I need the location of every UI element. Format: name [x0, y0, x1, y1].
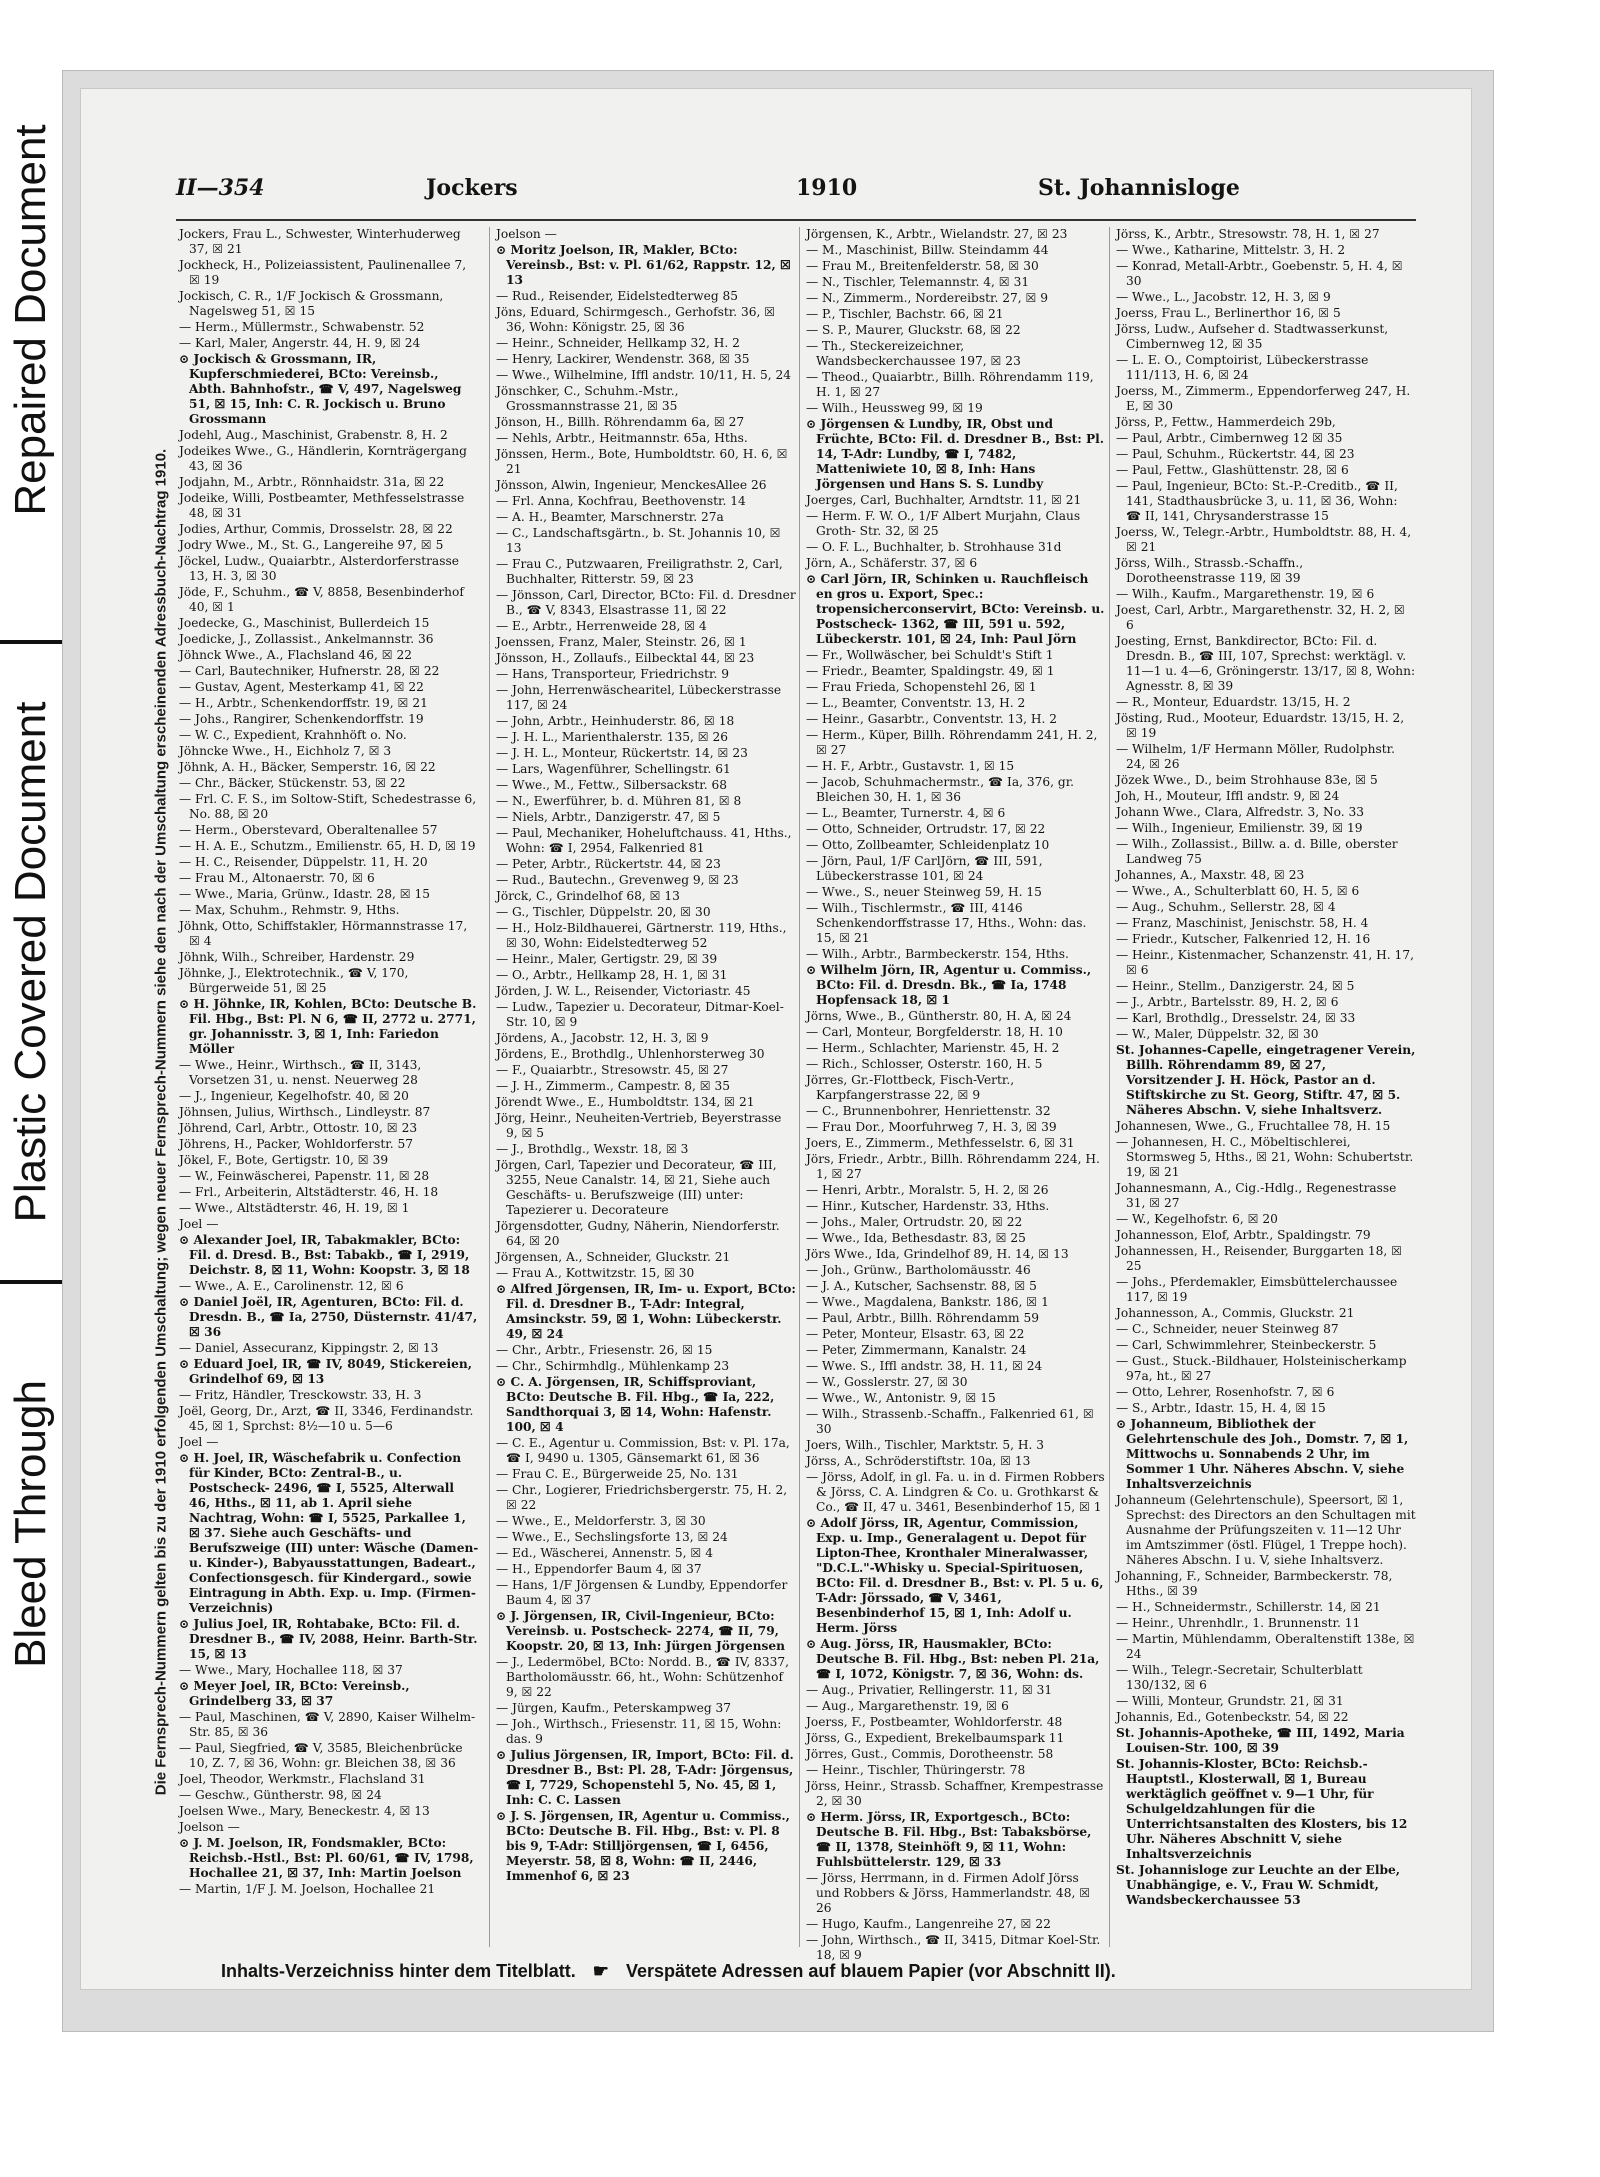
directory-entry: — Wwe., M., Fettw., Silbersackstr. 68 [496, 778, 727, 792]
directory-entry: — O. F. L., Buchhalter, b. Strohhause 31d [806, 540, 1062, 554]
directory-entry: — Wwe., Wilhelmine, Iffl andstr. 10/11, H. 5, 24 [496, 368, 791, 382]
directory-entry: Johannes, A., Maxstr. 48, ☒ 23 [1116, 868, 1305, 882]
directory-entry: — Heinr., Uhrenhdlr., 1. Brunnenstr. 11 [1116, 1616, 1361, 1630]
directory-entry: — Wilh., Arbtr., Barmbeckerstr. 154, Hths. [806, 947, 1069, 961]
directory-entry: ⊙ Meyer Joel, IR, BCto: Vereinsb., Grindelberg 33, ☒ 37 [179, 1679, 410, 1708]
directory-entry: Joerges, Carl, Buchhalter, Arndtstr. 11, ☒ 21 [806, 493, 1082, 507]
directory-entry: Jöhnk, Otto, Schiffstakler, Hörmannstrasse 17, ☒ 4 [179, 919, 468, 948]
directory-entry: — Wilh., Heussweg 99, ☒ 19 [806, 401, 983, 415]
directory-entry: Jörck, C., Grindelhof 68, ☒ 13 [496, 889, 680, 903]
directory-entry: — Aug., Margarethenstr. 19, ☒ 6 [806, 1699, 1009, 1713]
directory-entry: Johannesson, Elof, Arbtr., Spaldingstr. 79 [1116, 1228, 1371, 1242]
directory-entry: — Gust., Stuck.-Bildhauer, Holsteinischerkamp 97a, ht., ☒ 27 [1116, 1354, 1407, 1383]
directory-entry: St. Johannis-Kloster, BCto: Reichsb.-Hauptstl., Klosterwall, ☒ 1, Bureau werktäglich geöffnet v. 9—1 Uhr, für Schulgeldzahlungen für die Unterrichtsanstalten des Klosters, bis 12 Uhr. Näheres Abschnitt V, siehe Inhaltsverzeichnis [1116, 1757, 1408, 1861]
directory-entry: ⊙ Jörgensen & Lundby, IR, Obst und Früchte, BCto: Fil. d. Dresdner B., Bst: Pl. 14, T-Adr: Lundby, ☎ I, 7482, Matteniwiete 10, ☒ 8, Inh: Hans Jörgensen und Hans S. S. Lundby [806, 417, 1105, 491]
directory-entry: — Martin, 1/F J. M. Joelson, Hochallee 21 [179, 1882, 436, 1896]
directory-entry: — W., Maler, Düppelstr. 32, ☒ 30 [1116, 1027, 1319, 1041]
directory-entry: Jörres, Gust., Commis, Dorotheenstr. 58 [806, 1747, 1054, 1761]
directory-entry: — J. H., Zimmerm., Campestr. 8, ☒ 35 [496, 1079, 731, 1093]
directory-entry: — J. H. L., Marienthalerstr. 135, ☒ 26 [496, 730, 729, 744]
directory-entry: — H. A. E., Schutzm., Emilienstr. 65, H. D, ☒ 19 [179, 839, 476, 853]
directory-entry: — Franz, Maschinist, Jenischstr. 58, H. 4 [1116, 916, 1369, 930]
directory-entry: — Fr., Wollwäscher, bei Schuldt's Stift 1 [806, 648, 1054, 662]
directory-entry: St. Johannisloge zur Leuchte an der Elbe, Unabhängige, e. V., Frau W. Schmidt, Wandsbeckerchaussee 53 [1116, 1863, 1400, 1907]
directory-page [81, 89, 1471, 1989]
directory-entry: — Henry, Lackirer, Wendenstr. 368, ☒ 35 [496, 352, 750, 366]
directory-entry: — C., Brunnenbohrer, Henriettenstr. 32 [806, 1104, 1051, 1118]
directory-entry: — Paul, Arbtr., Billh. Röhrendamm 59 [806, 1311, 1039, 1325]
directory-entry: — Jörss, Herrmann, in d. Firmen Adolf Jörss und Robbers & Jörss, Hammerlandstr. 48, ☒ 26 [806, 1871, 1091, 1915]
directory-entry: Jöhncke Wwe., H., Eichholz 7, ☒ 3 [179, 744, 392, 758]
directory-entry: — Wwe., E., Sechslingsforte 13, ☒ 24 [496, 1530, 728, 1544]
directory-entry: ⊙ J. M. Joelson, IR, Fondsmakler, BCto: Reichsb.-Hstl., Bst: Pl. 60/61, ☎ IV, 1798, Hochallee 21, ☒ 37, Inh: Martin Joelson [179, 1836, 474, 1880]
directory-entry: — John, Arbtr., Heinhuderstr. 86, ☒ 18 [496, 714, 735, 728]
directory-entry: — Paul, Fettw., Glashüttenstr. 28, ☒ 6 [1116, 463, 1349, 477]
directory-entry: — Joh., Wirthsch., Friesenstr. 11, ☒ 15, Wohn: das. 9 [496, 1717, 782, 1746]
directory-entry: Jörs Wwe., Ida, Grindelhof 89, H. 14, ☒ 13 [806, 1247, 1069, 1261]
directory-entry: — S. P., Maurer, Gluckstr. 68, ☒ 22 [806, 323, 1021, 337]
directory-entry: Jöhnke, J., Elektrotechnik., ☎ V, 170, Bürgerweide 51, ☒ 25 [179, 966, 409, 995]
directory-entry: — Wwe., Magdalena, Bankstr. 186, ☒ 1 [806, 1295, 1049, 1309]
directory-entry: Jönssen, Herm., Bote, Humboldtstr. 60, H. 6, ☒ 21 [496, 447, 788, 476]
directory-entry: — W., Gosslerstr. 27, ☒ 30 [806, 1375, 968, 1389]
directory-entry: Jöns, Eduard, Schirmgesch., Gerhofstr. 36, ☒ 36, Wohn: Königstr. 25, ☒ 36 [496, 305, 776, 334]
directory-entry: Jönschker, C., Schuhm.-Mstr., Grossmannstrasse 21, ☒ 35 [496, 384, 679, 413]
directory-entry: Jörden, J. W. L., Reisender, Victoriastr. 45 [496, 984, 751, 998]
directory-entry: — H., Schneidermstr., Schillerstr. 14, ☒ 21 [1116, 1600, 1381, 1614]
directory-entry: Jörs, Friedr., Arbtr., Billh. Röhrendamm 224, H. 1, ☒ 27 [806, 1152, 1100, 1181]
directory-entry: — Hugo, Kaufm., Langenreihe 27, ☒ 22 [806, 1917, 1051, 1931]
directory-entry: Jörns, Wwe., B., Güntherstr. 80, H. A, ☒ 24 [806, 1009, 1072, 1023]
directory-entry: — Heinr., Stellm., Danzigerstr. 24, ☒ 5 [1116, 979, 1355, 993]
directory-entry: — Wwe., Mary, Hochallee 118, ☒ 37 [179, 1663, 403, 1677]
directory-entry: ⊙ C. A. Jörgensen, IR, Schiffsproviant, BCto: Deutsche B. Fil. Hbg., ☎ Ia, 222, Sandthorquai 3, ☒ 14, Wohn: Hafenstr. 100, ☒ 4 [496, 1375, 775, 1434]
directory-entry: — H., Eppendorfer Baum 4, ☒ 37 [496, 1562, 702, 1576]
directory-entry: — Wilh., Ingenieur, Emilienstr. 39, ☒ 19 [1116, 821, 1363, 835]
directory-entry: ⊙ Herm. Jörss, IR, Exportgesch., BCto: Deutsche B. Fil. Hbg., Bst: Tabaksbörse, ☎ II, 1378, Steinhöft 9, ☒ 11, Wohn: Fuhlsbüttelerstr. 129, ☒ 33 [806, 1810, 1092, 1869]
directory-entry: — Heinr., Gasarbtr., Conventstr. 13, H. 2 [806, 712, 1058, 726]
directory-entry: Jörgensen, K., Arbtr., Wielandstr. 27, ☒ 23 [806, 227, 1068, 241]
directory-entry: Joerss, M., Zimmerm., Eppendorferweg 247, H. E, ☒ 30 [1116, 384, 1411, 413]
directory-entry: ⊙ J. Jörgensen, IR, Civil-Ingenieur, BCto: Vereinsb. u. Postscheck- 2274, ☎ II, 79, Koopstr. 20, ☒ 13, Inh: Jürgen Jörgensen [496, 1609, 785, 1653]
directory-entry: St. Johannis-Apotheke, ☎ III, 1492, Maria Louisen-Str. 100, ☒ 39 [1116, 1726, 1405, 1755]
directory-entry: Johanning, F., Schneider, Barmbeckerstr. 78, Hths., ☒ 39 [1116, 1569, 1393, 1598]
directory-entry: — Frau M., Altonaerstr. 70, ☒ 6 [179, 871, 375, 885]
directory-entry: Johannessen, H., Reisender, Burggarten 18, ☒ 25 [1116, 1244, 1403, 1273]
directory-entry: — Johs., Maler, Ortrudstr. 20, ☒ 22 [806, 1215, 1023, 1229]
directory-entry: Jörss, A., Schröderstiftstr. 10a, ☒ 13 [806, 1454, 1031, 1468]
directory-entry: — Herm. F. W. O., 1/F Albert Murjahn, Claus Groth- Str. 32, ☒ 25 [806, 509, 1081, 538]
directory-entry: Joelson — [496, 227, 557, 241]
directory-entry: Jörn, A., Schäferstr. 37, ☒ 6 [806, 556, 978, 570]
directory-entry: Joël, Georg, Dr., Arzt, ☎ II, 3346, Ferdinandstr. 45, ☒ 1, Sprchst: 8½—10 u. 5—6 [179, 1404, 474, 1433]
directory-entry: Jönsson, Alwin, Ingenieur, MenckesAllee 26 [496, 478, 767, 492]
edge-label-plastic: Plastic Covered Document [0, 644, 62, 1280]
directory-entry: — Heinr., Schneider, Hellkamp 32, H. 2 [496, 336, 740, 350]
directory-entry: Jörgen, Carl, Tapezier und Decorateur, ☎ III, 3255, Neue Canalstr. 14, ☒ 21, Siehe auch Geschäfts- u. Berufszweige (III) unter: Tapezierer u. Decorateure [496, 1158, 777, 1217]
directory-entry: Jodjahn, M., Arbtr., Rönnhaidstr. 31a, ☒ 22 [179, 475, 445, 489]
directory-entry: — H., Holz-Bildhauerei, Gärtnerstr. 119, Hths., ☒ 30, Wohn: Eidelstedterweg 52 [496, 921, 787, 950]
directory-entry: Jökel, F., Bote, Gertigstr. 10, ☒ 39 [179, 1153, 389, 1167]
directory-entry: Johannesmann, A., Cig.-Hdlg., Regenestrasse 31, ☒ 27 [1116, 1181, 1397, 1210]
directory-entry: — Geschw., Güntherstr. 98, ☒ 24 [179, 1788, 382, 1802]
directory-entry: Jodry Wwe., M., St. G., Langereihe 97, ☒ 5 [179, 538, 444, 552]
directory-entry: — Frau A., Kottwitzstr. 15, ☒ 30 [496, 1266, 695, 1280]
directory-entry: Jörg, Heinr., Neuheiten-Vertrieb, Beyerstrasse 9, ☒ 5 [496, 1111, 782, 1140]
directory-entry: ⊙ H. Jöhnke, IR, Kohlen, BCto: Deutsche B. Fil. Hbg., Bst: Pl. N 6, ☎ II, 2772 u. 2771, gr. Johannisstr. 3, ☒ 1, Inh: Fariedon Möller [179, 997, 477, 1056]
directory-entry: — Frau C. E., Bürgerweide 25, No. 131 [496, 1467, 739, 1481]
directory-entry: Jöhnsen, Julius, Wirthsch., Lindleystr. 87 [179, 1105, 431, 1119]
directory-entry: — W., Feinwäscherei, Papenstr. 11, ☒ 28 [179, 1169, 430, 1183]
directory-entry: — Wilh., Zollassist., Billw. a. d. Bille, oberster Landweg 75 [1116, 837, 1398, 866]
directory-entry: — Karl, Maler, Angerstr. 44, H. 9, ☒ 24 [179, 336, 421, 350]
directory-entry: — N., Ewerführer, b. d. Mühren 81, ☒ 8 [496, 794, 742, 808]
column-2 [489, 227, 796, 1947]
directory-entry: — Frau Dor., Moorfuhrweg 7, H. 3, ☒ 39 [806, 1120, 1057, 1134]
directory-entry: — R., Monteur, Eduardstr. 13/15, H. 2 [1116, 695, 1351, 709]
directory-entry: — Rich., Schlosser, Osterstr. 160, H. 5 [806, 1057, 1043, 1071]
directory-entry: Joesting, Ernst, Bankdirector, BCto: Fil. d. Dresdn. B., ☎ III, 107, Sprechst: werktägl. v. 11—1 u. 4—6, Gröningerstr. 13/17, ☒ 8, Wohn: Agnesstr. 8, ☒ 39 [1116, 634, 1416, 693]
directory-entry: Jodehl, Aug., Maschinist, Grabenstr. 8, H. 2 [179, 428, 448, 442]
directory-entry: Jörres, Gr.-Flottbeck, Fisch-Vertr., Karpfangerstrasse 22, ☒ 9 [806, 1073, 1015, 1102]
directory-entry: — O., Arbtr., Hellkamp 28, H. 1, ☒ 31 [496, 968, 728, 982]
directory-entry: Jörss, K., Arbtr., Stresowstr. 78, H. 1, ☒ 27 [1116, 227, 1380, 241]
directory-entry: — H. F., Arbtr., Gustavstr. 1, ☒ 15 [806, 759, 1015, 773]
directory-entry: — Wilh., Telegr.-Secretair, Schulterblatt 130/132, ☒ 6 [1116, 1663, 1363, 1692]
directory-entry: Joelson — [179, 1820, 240, 1834]
directory-entry: Jörss, Ludw., Aufseher d. Stadtwasserkunst, Cimbernweg 12, ☒ 35 [1116, 322, 1389, 351]
directory-entry: — Chr., Bäcker, Stückenstr. 53, ☒ 22 [179, 776, 406, 790]
directory-entry: Joerss, Frau L., Berlinerthor 16, ☒ 5 [1116, 306, 1341, 320]
directory-entry: — Herm., Oberstevard, Oberaltenallee 57 [179, 823, 438, 837]
directory-entry: Jörss, G., Expedient, Brekelbaumspark 11 [806, 1731, 1065, 1745]
column-1 [179, 227, 479, 1947]
directory-entry: ⊙ Jockisch & Grossmann, IR, Kupferschmiederei, BCto: Vereinsb., Abth. Bahnhofstr., ☎ V, 497, Nagelsweg 51, ☒ 15, Inh: C. R. Jockisch u. Bruno Grossmann [179, 352, 462, 426]
directory-entry: Joel — [179, 1217, 219, 1231]
directory-entry: — Wwe., Katharine, Mittelstr. 3, H. 2 [1116, 243, 1346, 257]
directory-entry: Joh, H., Mouteur, Iffl andstr. 9, ☒ 24 [1116, 789, 1340, 803]
directory-entry: — Frl. Anna, Kochfrau, Beethovenstr. 14 [496, 494, 746, 508]
column-4 [1109, 227, 1416, 1947]
directory-entry: ⊙ Alexander Joel, IR, Tabakmakler, BCto: Fil. d. Dresd. B., Bst: Tabakb., ☎ I, 2919, Deichstr. 8, ☒ 11, Wohn: Koopstr. 3, ☒ 18 [179, 1233, 470, 1277]
directory-entry: — L., Beamter, Conventstr. 13, H. 2 [806, 696, 1026, 710]
directory-entry: — J. H. L., Monteur, Rückertstr. 14, ☒ 23 [496, 746, 748, 760]
directory-entry: Jöhnk, Wilh., Schreiber, Hardenstr. 29 [179, 950, 415, 964]
directory-entry: — Konrad, Metall-Arbtr., Goebenstr. 5, H. 4, ☒ 30 [1116, 259, 1403, 288]
directory-entry: — J., Arbtr., Bartelsstr. 89, H. 2, ☒ 6 [1116, 995, 1339, 1009]
directory-entry: Joenssen, Franz, Maler, Steinstr. 26, ☒ 1 [496, 635, 747, 649]
directory-entry: Jockers, Frau L., Schwester, Winterhuderweg 37, ☒ 21 [179, 227, 461, 256]
directory-entry: — Max, Schuhm., Rehmstr. 9, Hths. [179, 903, 400, 917]
directory-columns [179, 227, 1419, 1962]
directory-entry: — Herm., Küper, Billh. Röhrendamm 241, H. 2, ☒ 27 [806, 728, 1098, 757]
directory-entry: — Johannesen, H. C., Möbeltischlerei, Stormsweg 5, Hths., ☒ 21, Wohn: Schubertstr. 19, ☒ 21 [1116, 1135, 1414, 1179]
directory-entry: — Theod., Quaiarbtr., Billh. Röhrendamm 119, H. 1, ☒ 27 [806, 370, 1094, 399]
directory-entry: ⊙ Wilhelm Jörn, IR, Agentur u. Commiss., BCto: Fil. d. Dresdn. Bk., ☎ Ia, 1748 Hopfensack 18, ☒ 1 [806, 963, 1092, 1007]
directory-entry: — Peter, Monteur, Elsastr. 63, ☒ 22 [806, 1327, 1025, 1341]
directory-entry: — Wilhelm, 1/F Hermann Möller, Rudolphstr. 24, ☒ 26 [1116, 742, 1395, 771]
directory-entry: — Otto, Schneider, Ortrudstr. 17, ☒ 22 [806, 822, 1046, 836]
directory-entry: ⊙ Johanneum, Bibliothek der Gelehrtenschule des Joh., Domstr. 7, ☒ 1, Mittwochs u. Sonnabends 2 Uhr, im Sommer 1 Uhr. Näheres Abschn. V, siehe Inhaltsverzeichnis [1116, 1417, 1409, 1491]
directory-entry: Jockheck, H., Polizeiassistent, Paulinenallee 7, ☒ 19 [179, 258, 467, 287]
directory-entry: — Gustav, Agent, Mesterkamp 41, ☒ 22 [179, 680, 424, 694]
directory-entry: — F., Quaiarbtr., Stresowstr. 45, ☒ 27 [496, 1063, 729, 1077]
directory-entry: — Carl, Bautechniker, Hufnerstr. 28, ☒ 22 [179, 664, 440, 678]
footer-late-note: Verspätete Adressen auf blauem Papier (vor Abschnitt II). [625, 1961, 1116, 1981]
footer-index-note: Inhalts-Verzeichniss hinter dem Titelblatt. [221, 1961, 576, 1981]
directory-entry: — Paul, Siegfried, ☎ V, 3585, Bleichenbrücke 10, Z. 7, ☒ 36, Wohn: gr. Bleichen 38, ☒ 36 [179, 1741, 463, 1770]
directory-entry: — Wilh., Tischlermstr., ☎ III, 4146 Schenkendorffstrasse 17, Hths., Wohn: das. 15, ☒ 21 [806, 901, 1087, 945]
directory-entry: — Wwe., A., Schulterblatt 60, H. 5, ☒ 6 [1116, 884, 1360, 898]
directory-entry: Jodies, Arthur, Commis, Drosselstr. 28, ☒ 22 [179, 522, 453, 536]
directory-entry: — W. C., Expedient, Krahnhöft o. No. [179, 728, 407, 742]
directory-entry: — M., Maschinist, Billw. Steindamm 44 [806, 243, 1049, 257]
directory-entry: — Frau Frieda, Schopenstehl 26, ☒ 1 [806, 680, 1037, 694]
directory-entry: — Wwe., L., Jacobstr. 12, H. 3, ☒ 9 [1116, 290, 1331, 304]
directory-entry: — Wwe., S., neuer Steinweg 59, H. 15 [806, 885, 1042, 899]
directory-entry: ⊙ Adolf Jörss, IR, Agentur, Commission, Exp. u. Imp., Generalagent u. Depot für Lipton-Thee, Kronthaler Mineralwasser, "D.C.L."-Whisky u. Special-Spirituosen, BCto: Fil. d. Dresdner B., Bst: v. Pl. 5 u. 6, T-Adr: Jörssado, ☎ V, 3461, Besenbinderhof 15, ☒ 1, Inh: Adolf u. Herm. Jörss [806, 1516, 1104, 1635]
directory-entry: — Frl., Arbeiterin, Altstädterstr. 46, H. 18 [179, 1185, 439, 1199]
directory-entry: — Friedr., Beamter, Spaldingstr. 49, ☒ 1 [806, 664, 1055, 678]
directory-entry: — Hans, Transporteur, Friedrichstr. 9 [496, 667, 730, 681]
directory-entry: Joel — [179, 1435, 219, 1449]
directory-entry: — Frau M., Breitenfelderstr. 58, ☒ 30 [806, 259, 1039, 273]
directory-entry: Joelsen Wwe., Mary, Beneckestr. 4, ☒ 13 [179, 1804, 430, 1818]
directory-entry: — Joh., Grünw., Bartholomäusstr. 46 [806, 1263, 1031, 1277]
directory-entry: — Wwe., Ida, Bethesdastr. 83, ☒ 25 [806, 1231, 1026, 1245]
directory-entry: — Rud., Bautechn., Grevenweg 9, ☒ 23 [496, 873, 739, 887]
directory-entry: — S., Arbtr., Idastr. 15, H. 4, ☒ 15 [1116, 1401, 1326, 1415]
directory-entry: — Hans, 1/F Jörgensen & Lundby, Eppendorfer Baum 4, ☒ 37 [496, 1578, 788, 1607]
directory-entry: — Paul, Maschinen, ☎ V, 2890, Kaiser Wilhelm-Str. 85, ☒ 36 [179, 1710, 476, 1739]
directory-entry: — Niels, Arbtr., Danzigerstr. 47, ☒ 5 [496, 810, 721, 824]
directory-entry: Johannesson, A., Commis, Gluckstr. 21 [1116, 1306, 1355, 1320]
directory-entry: — Heinr., Tischler, Thüringerstr. 78 [806, 1763, 1026, 1777]
directory-entry: — Hinr., Kutscher, Hardenstr. 33, Hths. [806, 1199, 1050, 1213]
directory-entry: Joel, Theodor, Werkmstr., Flachsland 31 [179, 1772, 426, 1786]
directory-entry: — Nehls, Arbtr., Heitmannstr. 65a, Hths. [496, 431, 748, 445]
directory-entry: Jörendt Wwe., E., Humboldtstr. 134, ☒ 21 [496, 1095, 755, 1109]
page-number: II—354 [176, 175, 265, 201]
directory-entry: Jöhnck Wwe., A., Flachsland 46, ☒ 22 [179, 648, 413, 662]
directory-entry: — Fritz, Händler, Tresckowstr. 33, H. 3 [179, 1388, 422, 1402]
directory-entry: — W., Kegelhofstr. 6, ☒ 20 [1116, 1212, 1278, 1226]
side-note: Die Fernsprech-Nummern gelten bis zu der 1910 erfolgenden Umschaltung; wegen neuer Fernsprech-Nummern siehe den nach der Umschaltung erscheinenden Adressbuch-Nachtrag 1910. [152, 448, 170, 1796]
directory-entry: Jodeike, Willi, Postbeamter, Methfesselstrasse 48, ☒ 31 [179, 491, 465, 520]
directory-entry: — John, Herrenwäschearitel, Lübeckerstrasse 117, ☒ 24 [496, 683, 782, 712]
directory-entry: ⊙ Eduard Joel, IR, ☎ IV, 8049, Stickereien, Grindelhof 69, ☒ 13 [179, 1357, 472, 1386]
directory-entry: — Chr., Arbtr., Friesenstr. 26, ☒ 15 [496, 1343, 713, 1357]
directory-entry: — J., Ledermöbel, BCto: Nordd. B., ☎ IV, 8337, Bartholomäusstr. 66, ht., Wohn: Schützenhof 9, ☒ 22 [496, 1655, 789, 1699]
directory-entry: ⊙ J. S. Jörgensen, IR, Agentur u. Commiss., BCto: Deutsche B. Fil. Hbg., Bst: v. Pl. 8 bis 9, T-Adr: Stilljörgensen, ☎ I, 6456, Meyerstr. 58, ☒ 8, Wohn: ☎ II, 2446, Immenhof 6, ☒ 23 [496, 1809, 790, 1883]
directory-entry: Jördens, A., Jacobstr. 12, H. 3, ☒ 9 [496, 1031, 709, 1045]
directory-entry: ⊙ Aug. Jörss, IR, Hausmakler, BCto: Deutsche B. Fil. Hbg., Bst: neben Pl. 21a, ☎ I, 1072, Königstr. 7, ☒ 36, Wohn: ds. [806, 1637, 1100, 1681]
directory-entry: St. Johannes-Capelle, eingetragener Verein, Billh. Röhrendamm 89, ☒ 27, Vorsitzender J. H. Höck, Pastor an d. Stiftskirche zu St. Georg, Stiftr. 47, ☒ 5. Näheres Abschn. V, siehe Inhaltsverz. [1116, 1043, 1416, 1117]
directory-entry: Jörss, Wilh., Strassb.-Schaffn., Dorotheenstrasse 119, ☒ 39 [1116, 556, 1304, 585]
directory-entry: — Johs., Rangirer, Schenkendorffstr. 19 [179, 712, 424, 726]
directory-entry: — J. A., Kutscher, Sachsenstr. 88, ☒ 5 [806, 1279, 1037, 1293]
directory-entry: Jörss, Heinr., Strassb. Schaffner, Krempestrasse 2, ☒ 30 [806, 1779, 1104, 1808]
directory-entry: — Paul, Mechaniker, Hoheluftchauss. 41, Hths., Wohn: ☎ I, 2954, Falkenried 81 [496, 826, 792, 855]
directory-entry: — Paul, Schuhm., Rückertstr. 44, ☒ 23 [1116, 447, 1355, 461]
directory-entry: Jönsson, H., Zollaufs., Eilbecktal 44, ☒ 23 [496, 651, 755, 665]
directory-entry: — Jönsson, Carl, Director, BCto: Fil. d. Dresdner B., ☎ V, 8343, Elsastrasse 11, ☒ 22 [496, 588, 796, 617]
directory-entry: — Wwe. S., Iffl andstr. 38, H. 11, ☒ 24 [806, 1359, 1043, 1373]
directory-entry: — Rud., Reisender, Eidelstedterweg 85 [496, 289, 738, 303]
directory-entry: — L. E. O., Comptoirist, Lübeckerstrasse 111/113, H. 6, ☒ 24 [1116, 353, 1369, 382]
directory-entry: — H., Arbtr., Schenkendorffstr. 19, ☒ 21 [179, 696, 428, 710]
directory-entry: — Ludw., Tapezier u. Decorateur, Ditmar-Koel-Str. 10, ☒ 9 [496, 1000, 784, 1029]
directory-entry: — Wwe., A. E., Carolinenstr. 12, ☒ 6 [179, 1279, 404, 1293]
edge-label-repaired: Repaired Document [0, 0, 62, 640]
directory-entry: — Th., Steckereizeichner, Wandsbeckerchaussee 197, ☒ 23 [806, 339, 1021, 368]
directory-entry: — C., Schneider, neuer Steinweg 87 [1116, 1322, 1339, 1336]
directory-entry: — Herm., Schlachter, Marienstr. 45, H. 2 [806, 1041, 1060, 1055]
column-3 [799, 227, 1106, 1962]
directory-entry: Jönson, H., Billh. Röhrendamm 6a, ☒ 27 [496, 415, 745, 429]
directory-entry: Joedicke, J., Zollassist., Ankelmannstr. 36 [179, 632, 434, 646]
header-year: 1910 [796, 175, 858, 201]
pointing-hand-icon: ☛ [592, 1961, 609, 1981]
directory-entry: ⊙ Alfred Jörgensen, IR, Im- u. Export, BCto: Fil. d. Dresdner B., T-Adr: Integral, Amsinckstr. 59, ☒ 1, Wohn: Lübeckerstr. 49, ☒ 24 [496, 1282, 796, 1341]
directory-entry: — Herm., Müllermstr., Schwabenstr. 52 [179, 320, 425, 334]
directory-entry: — J., Ingenieur, Kegelhofstr. 40, ☒ 20 [179, 1089, 409, 1103]
directory-entry: — Peter, Arbtr., Rückertstr. 44, ☒ 23 [496, 857, 721, 871]
directory-entry: ⊙ H. Joel, IR, Wäschefabrik u. Confection für Kinder, BCto: Zentral-B., u. Postscheck- 2496, ☎ I, 5525, Alterwall 46, Hths., ☒ 11, ab 1. April siehe Nachtrag, Wohn: ☎ I, 5525, Parkallee 1, ☒ 37. Siehe auch Geschäfts- und Berufszweige (III) unter: Wäsche (Damen- u. Kinder-), Babyausstattungen, Badeart., Confectionsgesch. für Kindergard., sowie Eintragung in Abth. Exp. u. Imp. (Firmen-Verzeichnis) [179, 1451, 479, 1615]
directory-entry: Johannis, Ed., Gotenbeckstr. 54, ☒ 22 [1116, 1710, 1349, 1724]
header-rule [176, 219, 1416, 221]
page-footer [221, 1961, 1421, 1982]
directory-entry: — Carl, Monteur, Borgfelderstr. 18, H. 10 [806, 1025, 1063, 1039]
directory-entry: — Wwe., E., Meldorferstr. 3, ☒ 30 [496, 1514, 706, 1528]
directory-entry: ⊙ Moritz Joelson, IR, Makler, BCto: Vereinsb., Bst: v. Pl. 61/62, Rappstr. 12, ☒ 13 [496, 243, 791, 287]
directory-entry: — N., Tischler, Telemannstr. 4, ☒ 31 [806, 275, 1030, 289]
directory-entry: — Wwe., Heinr., Wirthsch., ☎ II, 3143, Vorsetzen 31, u. nenst. Neuerweg 28 [179, 1058, 422, 1087]
directory-entry: — P., Tischler, Bachstr. 66, ☒ 21 [806, 307, 1004, 321]
directory-entry: — Otto, Zollbeamter, Schleidenplatz 10 [806, 838, 1050, 852]
directory-entry: ⊙ Julius Jörgensen, IR, Import, BCto: Fil. d. Dresdner B., Bst: Pl. 28, T-Adr: Jörgensus, ☎ I, 7729, Schopenstehl 5, No. 45, ☒ 1, Inh: C. C. Lassen [496, 1748, 794, 1807]
directory-entry: Joest, Carl, Arbtr., Margarethenstr. 32, H. 2, ☒ 6 [1116, 603, 1405, 632]
directory-entry: — Johs., Pferdemakler, Eimsbüttelerchaussee 117, ☒ 19 [1116, 1275, 1398, 1304]
directory-entry: — Willi, Monteur, Grundstr. 21, ☒ 31 [1116, 1694, 1344, 1708]
directory-entry: — Daniel, Assecuranz, Kippingstr. 2, ☒ 13 [179, 1341, 439, 1355]
page-header [176, 175, 1416, 215]
directory-entry: Jörgensen, A., Schneider, Gluckstr. 21 [496, 1250, 731, 1264]
directory-entry: — Heinr., Kistenmacher, Schanzenstr. 41, H. 17, ☒ 6 [1116, 948, 1414, 977]
directory-entry: — Wwe., W., Antonistr. 9, ☒ 15 [806, 1391, 996, 1405]
directory-entry: — Jürgen, Kaufm., Peterskampweg 37 [496, 1701, 732, 1715]
directory-entry: — Aug., Privatier, Rellingerstr. 11, ☒ 31 [806, 1683, 1053, 1697]
directory-entry: Jöckel, Ludw., Quaiarbtr., Alsterdorferstrasse 13, H. 3, ☒ 30 [179, 554, 459, 583]
header-name: Jockers [426, 175, 518, 201]
directory-entry: — H. C., Reisender, Düppelstr. 11, H. 20 [179, 855, 428, 869]
directory-entry: ⊙ Carl Jörn, IR, Schinken u. Rauchfleisch en gros u. Export, Spec.: tropensicherconservirt, BCto: Vereinsb. u. Postscheck- 1362, ☎ III, 591 u. 592, Lübeckerstr. 101, ☒ 24, Inh: Paul Jörn [806, 572, 1105, 646]
directory-entry: Jörss, P., Fettw., Hammerdeich 29b, [1116, 415, 1336, 429]
directory-entry: Joers, E., Zimmerm., Methfesselstr. 6, ☒ 31 [806, 1136, 1075, 1150]
header-section: St. Johannisloge [1038, 175, 1240, 201]
directory-entry: Jösting, Rud., Mooteur, Eduardstr. 13/15, H. 2, ☒ 19 [1116, 711, 1405, 740]
directory-entry: — Jörn, Paul, 1/F CarlJörn, ☎ III, 591, Lübeckerstrasse 101, ☒ 24 [806, 854, 1043, 883]
directory-entry: — Otto, Lehrer, Rosenhofstr. 7, ☒ 6 [1116, 1385, 1335, 1399]
directory-entry: — Aug., Schuhm., Sellerstr. 28, ☒ 4 [1116, 900, 1336, 914]
directory-entry: — Lars, Wagenführer, Schellingstr. 61 [496, 762, 731, 776]
directory-entry: Jöhrend, Carl, Arbtr., Ottostr. 10, ☒ 23 [179, 1121, 418, 1135]
edge-label-bleed: Bleed Through [0, 1284, 62, 1764]
directory-entry: Joers, Wilh., Tischler, Marktstr. 5, H. 3 [806, 1438, 1045, 1452]
directory-entry: — Paul, Arbtr., Cimbernweg 12 ☒ 35 [1116, 431, 1343, 445]
directory-entry: — Henri, Arbtr., Moralstr. 5, H. 2, ☒ 26 [806, 1183, 1049, 1197]
directory-entry: — Heinr., Maler, Gertigstr. 29, ☒ 39 [496, 952, 718, 966]
directory-entry: Johanneum (Gelehrtenschule), Speersort, ☒ 1, Sprechst: des Directors an den Schultagen mit Ausnahme der Prüfungszeiten v. 11—12 Uhr im Amtszimmer (östl. Flügel, 1 Treppe hoch). Näheres Abschn. I u. V, siehe Inhaltsverz. [1116, 1493, 1416, 1567]
directory-entry: — Martin, Mühlendamm, Oberaltenstift 138e, ☒ 24 [1116, 1632, 1415, 1661]
directory-entry: — Frl. C. F. S., im Soltow-Stift, Schedestrasse 6, No. 88, ☒ 20 [179, 792, 477, 821]
directory-entry: Joerss, F., Postbeamter, Wohldorferstr. 48 [806, 1715, 1063, 1729]
directory-entry: Jöhnk, A. H., Bäcker, Semperstr. 16, ☒ 22 [179, 760, 436, 774]
directory-entry: Jörgensdotter, Gudny, Näherin, Niendorferstr. 64, ☒ 20 [496, 1219, 780, 1248]
directory-entry: — A. H., Beamter, Marschnerstr. 27a [496, 510, 724, 524]
directory-entry: — C. E., Agentur u. Commission, Bst: v. Pl. 17a, ☎ I, 9490 u. 1305, Gänsemarkt 61, ☒ 36 [496, 1436, 790, 1465]
directory-entry: — Frau C., Putzwaaren, Freiligrathstr. 2, Carl, Buchhalter, Ritterstr. 59, ☒ 23 [496, 557, 783, 586]
directory-entry: Jöhrens, H., Packer, Wohldorferstr. 57 [179, 1137, 413, 1151]
directory-entry: — E., Arbtr., Herrenweide 28, ☒ 4 [496, 619, 707, 633]
directory-entry: Johannesen, Wwe., G., Fruchtallee 78, H. 15 [1116, 1119, 1391, 1133]
directory-entry: — L., Beamter, Turnerstr. 4, ☒ 6 [806, 806, 1006, 820]
directory-entry: — Ed., Wäscherei, Annenstr. 5, ☒ 4 [496, 1546, 713, 1560]
directory-entry: — N., Zimmerm., Nordereibstr. 27, ☒ 9 [806, 291, 1049, 305]
directory-entry: — Wwe., Maria, Grünw., Idastr. 28, ☒ 15 [179, 887, 431, 901]
directory-entry: Jözek Wwe., D., beim Strohhause 83e, ☒ 5 [1116, 773, 1378, 787]
directory-entry: — Paul, Ingenieur, BCto: St.-P.-Creditb., ☎ II, 141, Stadthausbrücke 3, u. 11, ☒ 36, Wohn: ☎ II, 141, Chrysanderstrasse 15 [1116, 479, 1398, 523]
directory-entry: — Jörss, Adolf, in gl. Fa. u. in d. Firmen Robbers & Jörss, C. A. Lindgren & Co. u. Grothkarst & Co., ☎ II, 47 u. 3461, Besenbinderhof 15, ☒ 1 [806, 1470, 1105, 1514]
directory-entry: — Peter, Zimmermann, Kanalstr. 24 [806, 1343, 1027, 1357]
directory-entry: — Wwe., Altstädterstr. 46, H. 19, ☒ 1 [179, 1201, 410, 1215]
directory-entry: Jördens, E., Brothdlg., Uhlenhorsterweg 30 [496, 1047, 765, 1061]
directory-entry: — Carl, Schwimmlehrer, Steinbeckerstr. 5 [1116, 1338, 1377, 1352]
directory-entry: ⊙ Julius Joel, IR, Rohtabake, BCto: Fil. d. Dresdner B., ☎ IV, 2088, Heinr. Barth-Str. 15, ☒ 13 [179, 1617, 478, 1661]
directory-entry: — J., Brothdlg., Wexstr. 18, ☒ 3 [496, 1142, 689, 1156]
directory-entry: ⊙ Daniel Joël, IR, Agenturen, BCto: Fil. d. Dresdn. B., ☎ Ia, 2750, Düsternstr. 41/47, ☒ 36 [179, 1295, 478, 1339]
directory-entry: — Chr., Schirmhdlg., Mühlenkamp 23 [496, 1359, 730, 1373]
directory-entry: Joerss, W., Telegr.-Arbtr., Humboldtstr. 88, H. 4, ☒ 21 [1116, 525, 1412, 554]
directory-entry: — Karl, Brothdlg., Dresselstr. 24, ☒ 33 [1116, 1011, 1356, 1025]
directory-entry: — John, Wirthsch., ☎ II, 3415, Ditmar Koel-Str. 18, ☒ 9 [806, 1933, 1101, 1962]
directory-entry: — Friedr., Kutscher, Falkenried 12, H. 16 [1116, 932, 1371, 946]
directory-entry: Jockisch, C. R., 1/F Jockisch & Grossmann, Nagelsweg 51, ☒ 15 [179, 289, 444, 318]
directory-entry: Jodeikes Wwe., G., Händlerin, Kornträgergang 43, ☒ 36 [179, 444, 467, 473]
scanned-page [62, 70, 1494, 2032]
directory-entry: — Jacob, Schuhmachermstr., ☎ Ia, 376, gr. Bleichen 30, H. 1, ☒ 36 [806, 775, 1075, 804]
directory-entry: Jöde, F., Schuhm., ☎ V, 8858, Besenbinderhof 40, ☒ 1 [179, 585, 464, 614]
directory-entry: — G., Tischler, Düppelstr. 20, ☒ 30 [496, 905, 711, 919]
directory-entry: — Wilh., Strassenb.-Schaffn., Falkenried 61, ☒ 30 [806, 1407, 1094, 1436]
directory-entry: — Wilh., Kaufm., Margarethenstr. 19, ☒ 6 [1116, 587, 1375, 601]
directory-entry: — Chr., Logierer, Friedrichsbergerstr. 75, H. 2, ☒ 22 [496, 1483, 788, 1512]
directory-entry: — C., Landschaftsgärtn., b. St. Johannis 10, ☒ 13 [496, 526, 781, 555]
directory-entry: Joedecke, G., Maschinist, Bullerdeich 15 [179, 616, 430, 630]
directory-entry: Johann Wwe., Clara, Alfredstr. 3, No. 33 [1116, 805, 1365, 819]
